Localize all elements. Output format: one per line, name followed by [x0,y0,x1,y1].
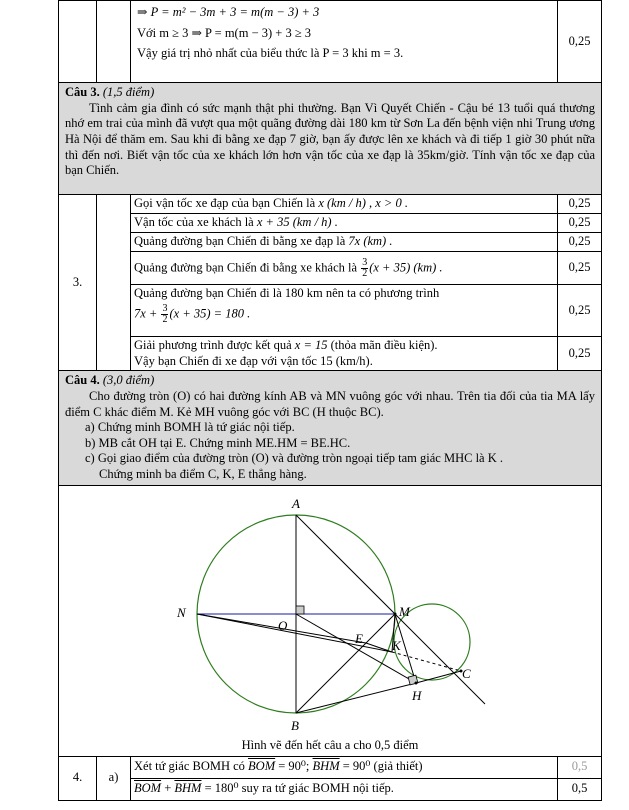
q3-label: 3. [59,195,97,371]
q3-header-row [59,83,602,195]
label-b: B [291,717,299,733]
q3-row-4: Quảng đường bạn Chiến đi bằng xe khách là $\frac{3}{2}$ (x + 35) (km) . 0,25 [59,252,602,285]
q4-label: 4. [59,756,97,800]
label-n: N [177,604,186,620]
q3-row-1: 3. Gọi vận tốc xe đạp của bạn Chiến là x (km / h) , x > 0 . 0,25 [59,195,602,214]
segment-bm [296,614,395,713]
geometry-figure [59,486,601,757]
q3-row-5: Quảng đường bạn Chiến đi là 180 km nên ta có phương trình 7x + $\frac{3}{2}$ (x + 35) = 180 . 0,25 [59,285,602,337]
q4-title: Câu 4. (3,0 điểm) [65,373,155,388]
q4-a-row-1: 4. a) Xét tứ giác BOMH có $\overline{BOM} = 90^0$; $\overline{BHM} = 90^0$ (giả thiết) 0,5 [59,756,602,778]
label-k: K [392,637,401,653]
q3-row-6: Giải phương trình được kết quả x = 15 (thỏa mãn điều kiện). Vậy bạn Chiến đi xe đạp với vận tốc 15 (km/h). 0,25 [59,337,602,371]
label-o: O [278,617,288,633]
q3-title: Câu 3. (1,5 điểm) [65,85,155,99]
q3-row-2: Vận tốc của xe khách là x + 35 (km / h) . 0,25 [59,214,602,233]
score-cell: 0,25 [558,1,602,83]
q2-line-2: Với m ≥ 3 ⇒ P = m(m − 3) + 3 ≥ 3 [137,25,312,40]
q2-conclusion: Vậy giá trị nhỏ nhất của biểu thức là P = 3 khi m = 3. [137,46,404,61]
segment-bh [296,683,416,713]
q4-a-row-2: $\overline{BOM} + \overline{BHM} = 180^0$ suy ra tứ giác BOMH nội tiếp. 0,5 [59,778,602,800]
q4-header-row [59,371,602,485]
q2-tail-row [59,1,602,83]
answer-key-page [58,0,602,810]
q3-row-3: Quảng đường bạn Chiến đi bằng xe đạp là 7x (km) . 0,25 [59,233,602,252]
q2-line-1: ⇒ P = m² − 3m + 3 = m(m − 3) + 3 [137,5,320,19]
answer-table [58,0,602,801]
q3-statement: Tình cảm gia đình có sức mạnh thật phi thường. Bạn Vì Quyết Chiến - Cậu bé 13 tuổi quá thương nhớ em trai của mình đã vượt qua một quãng đường dài 180 km từ Sơn La đến bệnh viện nhi Trung ương Hà Nội để thăm em. Sau khi đi bằng xe đạp 7 giờ, bạn ấy được lên xe khách và đi tiếp 1 giờ 30 phút nữa thì đến nơi. Biết vận tốc của xe khách lớn hơn vận tốc của xe đạp là 35km/giờ. Tính vận tốc xe đạp của bạn Chiến. [65,100,595,178]
figure-caption: Hình vẽ đến hết câu a cho 0,5 điểm [241,738,419,752]
dashed-kc [392,652,461,671]
q4-statement: Cho đường tròn (O) có hai đường kính AB và MN vuông góc với nhau. Trên tia đối của tia MA lấy điểm C khác điểm M. Kẻ MH vuông góc với BC (H thuộc BC). [65,388,595,419]
label-c: C [462,665,471,681]
line-amc [296,515,485,704]
label-a: A [292,495,300,511]
label-m: M [399,603,410,619]
segment-hc [416,671,461,683]
q4-figure-row [59,485,602,756]
label-e: E [355,630,363,646]
q4-sub-label: a) [97,756,131,800]
label-h: H [412,687,422,703]
right-angle-o [296,606,304,614]
q4-tasks: a) Chứng minh BOMH là tứ giác nội tiếp. b) MB cắt OH tại E. Chứng minh ME.HM = BE.HC. c) Gọi giao điểm của đường tròn (O) và đường tròn ngoại tiếp tam giác MHC là K . Chứng minh ba điểm C, K, E thẳng hàng. [85,420,503,481]
